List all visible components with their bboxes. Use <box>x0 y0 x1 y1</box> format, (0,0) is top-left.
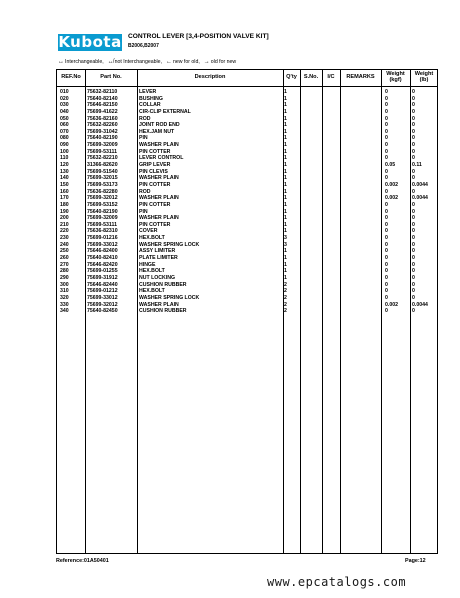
weight-kgf-cell: 0 <box>385 108 388 115</box>
description-cell: PIN COTTER <box>139 201 171 208</box>
ref-no-cell: 290 <box>60 274 69 281</box>
description-cell: GRIP LEVER <box>139 162 171 169</box>
quantity-cell: 3 <box>284 235 287 242</box>
ref-no-cell: 240 <box>60 241 69 248</box>
weight-lb-cell: 0 <box>412 201 415 208</box>
ref-no-cell: 160 <box>60 188 69 195</box>
ref-no-cell: 280 <box>60 268 69 275</box>
weight-lb-cell: 0 <box>412 274 415 281</box>
description-cell: WASHER PLAIN <box>139 175 179 182</box>
ref-no-cell: 050 <box>60 115 69 122</box>
weight-kgf-cell: 0 <box>385 89 388 95</box>
weight-kgf-cell: 0 <box>385 128 388 135</box>
weight-kgf-cell: 0 <box>385 208 388 215</box>
weight-kgf-cell: 0 <box>385 175 388 182</box>
weight-lb-cell: 0 <box>412 308 415 315</box>
ref-no-cell: 140 <box>60 175 69 182</box>
header-weight-lb <box>410 70 438 86</box>
weight-kgf-cell: 0 <box>385 135 388 142</box>
table-row <box>57 122 437 129</box>
weight-kgf-cell: 0 <box>385 228 388 235</box>
quantity-cell: 1 <box>284 108 287 115</box>
table-row <box>57 129 437 136</box>
table-body <box>57 89 437 315</box>
part-no-cell: 75632-82210 <box>87 155 118 162</box>
weight-lb-cell: 0 <box>412 148 415 155</box>
quantity-cell: 1 <box>284 102 287 109</box>
table-row <box>57 235 437 242</box>
description-cell: LEVER <box>139 89 157 95</box>
quantity-cell: 1 <box>284 188 287 195</box>
part-no-cell: 75699-32012 <box>87 301 118 308</box>
description-cell: WASHER PLAIN <box>139 195 179 202</box>
ref-no-cell: 320 <box>60 294 69 301</box>
part-no-cell: 75699-01212 <box>87 288 118 295</box>
quantity-cell: 1 <box>284 89 287 95</box>
part-no-cell: 75699-31912 <box>87 274 118 281</box>
double-arrow-icon: ↔ <box>58 59 64 65</box>
weight-lb-cell: 0 <box>412 294 415 301</box>
header-quantity: Q'ty <box>286 74 297 81</box>
table-row <box>57 182 437 189</box>
quantity-cell: 1 <box>284 148 287 155</box>
part-no-cell: 75636-82280 <box>87 188 118 195</box>
description-cell: PIN COTTER <box>139 221 171 228</box>
quantity-cell: 1 <box>284 115 287 122</box>
crossed-double-arrow-icon: ↮ <box>107 59 114 65</box>
weight-lb-cell: 0 <box>412 215 415 222</box>
description-cell: CIR-CLIP EXTERNAL <box>139 108 191 115</box>
table-row <box>57 169 437 176</box>
quantity-cell: 1 <box>284 215 287 222</box>
part-no-cell: 75699-53111 <box>87 221 118 228</box>
part-no-cell: 75699-53111 <box>87 148 118 155</box>
quantity-cell: 2 <box>284 288 287 295</box>
legend-item-not-interchangeable <box>108 59 162 65</box>
weight-lb-cell: 0.11 <box>412 162 422 169</box>
ref-no-cell: 130 <box>60 168 69 175</box>
legend-text: Interchangeable, <box>65 59 104 65</box>
page-number: Page:12 <box>405 558 426 564</box>
header-weight-unit: (kgf) <box>389 77 402 83</box>
header-ref-no: REF.No <box>61 74 81 81</box>
weight-kgf-cell: 0.05 <box>385 162 396 169</box>
ref-no-cell: 200 <box>60 215 69 222</box>
weight-kgf-cell: 0 <box>385 255 388 262</box>
watermark: www.epcatalogs.com <box>267 575 407 589</box>
ref-no-cell: 120 <box>60 162 69 169</box>
table-row <box>57 275 437 282</box>
part-no-cell: 75699-31042 <box>87 128 118 135</box>
table-row <box>57 242 437 249</box>
part-no-cell: 75699-01216 <box>87 235 118 242</box>
header-serial-no: S.No. <box>303 74 319 81</box>
weight-kgf-cell: 0.002 <box>385 195 398 202</box>
part-no-cell: 75699-53173 <box>87 181 118 188</box>
description-cell: PIN <box>139 208 148 215</box>
weight-kgf-cell: 0 <box>385 268 388 275</box>
description-cell: NUT LOCKING <box>139 274 176 281</box>
table-row <box>57 116 437 123</box>
table-row <box>57 222 437 229</box>
ref-no-cell: 180 <box>60 201 69 208</box>
description-cell: LEVER CONTROL <box>139 155 184 162</box>
weight-kgf-cell: 0 <box>385 102 388 109</box>
part-no-cell: 75632-82110 <box>87 89 118 95</box>
quantity-cell: 1 <box>284 228 287 235</box>
description-cell: WASHER SPRING LOCK <box>139 294 200 301</box>
parts-table <box>56 69 438 554</box>
table-row <box>57 162 437 169</box>
weight-kgf-cell: 0 <box>385 168 388 175</box>
weight-kgf-cell: 0 <box>385 188 388 195</box>
weight-kgf-cell: 0 <box>385 281 388 288</box>
part-no-cell: 75699-33012 <box>87 241 118 248</box>
weight-lb-cell: 0 <box>412 241 415 248</box>
legend-item-interchangeable <box>58 59 104 65</box>
description-cell: PIN COTTER <box>139 181 171 188</box>
table-row <box>57 268 437 275</box>
weight-lb-cell: 0 <box>412 108 415 115</box>
part-no-cell: 75632-82260 <box>87 122 118 129</box>
left-arrow-icon: ← <box>165 59 172 65</box>
table-row <box>57 248 437 255</box>
weight-lb-cell: 0 <box>412 228 415 235</box>
quantity-cell: 1 <box>284 175 287 182</box>
weight-kgf-cell: 0 <box>385 261 388 268</box>
description-cell: WASHER SPRING LOCK <box>139 241 200 248</box>
description-cell: HEX.BOLT <box>139 235 165 242</box>
ref-no-cell: 230 <box>60 235 69 242</box>
part-no-cell: 75699-41622 <box>87 108 118 115</box>
quantity-cell: 1 <box>284 201 287 208</box>
header-ic: I/C <box>327 74 335 81</box>
weight-kgf-cell: 0 <box>385 142 388 149</box>
ref-no-cell: 170 <box>60 195 69 202</box>
weight-lb-cell: 0 <box>412 128 415 135</box>
description-cell: ROD <box>139 115 151 122</box>
table-row <box>57 209 437 216</box>
description-cell: ROD <box>139 188 151 195</box>
table-row <box>57 202 437 209</box>
weight-kgf-cell: 0.002 <box>385 301 398 308</box>
table-row <box>57 288 437 295</box>
quantity-cell: 3 <box>284 241 287 248</box>
header-weight-label: Weight <box>414 71 434 78</box>
part-no-cell: 75640-82140 <box>87 95 118 102</box>
part-no-cell: 75699-32015 <box>87 175 118 182</box>
part-no-cell: 75640-82190 <box>87 208 118 215</box>
weight-lb-cell: 0 <box>412 221 415 228</box>
part-no-cell: 75699-51540 <box>87 168 118 175</box>
weight-lb-cell: 0 <box>412 175 415 182</box>
page-title: CONTROL LEVER [3,4-POSITION VALVE KIT] <box>128 33 269 40</box>
weight-kgf-cell: 0 <box>385 308 388 315</box>
quantity-cell: 1 <box>284 162 287 169</box>
weight-lb-cell: 0 <box>412 255 415 262</box>
quantity-cell: 1 <box>284 142 287 149</box>
weight-lb-cell: 0 <box>412 288 415 295</box>
ref-no-cell: 260 <box>60 255 69 262</box>
part-no-cell: 75636-82160 <box>87 115 118 122</box>
quantity-cell: 2 <box>284 308 287 315</box>
quantity-cell: 1 <box>284 248 287 255</box>
ref-no-cell: 330 <box>60 301 69 308</box>
header-remarks: REMARKS <box>346 74 375 81</box>
part-no-cell: 75646-82150 <box>87 102 118 109</box>
quantity-cell: 2 <box>284 294 287 301</box>
table-row <box>57 295 437 302</box>
weight-lb-cell: 0 <box>412 268 415 275</box>
interchangeability-legend <box>58 59 438 65</box>
quantity-cell: 2 <box>284 301 287 308</box>
weight-lb-cell: 0 <box>412 261 415 268</box>
description-cell: HINGE <box>139 261 156 268</box>
part-no-cell: 75640-82190 <box>87 135 118 142</box>
description-cell: PIN <box>139 135 148 142</box>
quantity-cell: 1 <box>284 261 287 268</box>
weight-lb-cell: 0 <box>412 142 415 149</box>
part-no-cell: 75646-82400 <box>87 248 118 255</box>
description-cell: BUSHING <box>139 95 163 102</box>
weight-lb-cell: 0 <box>412 135 415 142</box>
description-cell: WASHER PLAIN <box>139 301 179 308</box>
ref-no-cell: 020 <box>60 95 69 102</box>
header-part-no: Part No. <box>100 74 122 81</box>
ref-no-cell: 270 <box>60 261 69 268</box>
header-divider <box>57 86 437 87</box>
ref-no-cell: 110 <box>60 155 69 162</box>
weight-kgf-cell: 0 <box>385 95 388 102</box>
weight-lb-cell: 0 <box>412 89 415 95</box>
weight-kgf-cell: 0 <box>385 148 388 155</box>
weight-kgf-cell: 0 <box>385 155 388 162</box>
table-row <box>57 228 437 235</box>
weight-kgf-cell: 0 <box>385 201 388 208</box>
description-cell: HEX.BOLT <box>139 268 165 275</box>
description-cell: HEX.JAM NUT <box>139 128 175 135</box>
quantity-cell: 1 <box>284 128 287 135</box>
weight-lb-cell: 0 <box>412 188 415 195</box>
part-no-cell: 75646-82440 <box>87 281 118 288</box>
ref-no-cell: 030 <box>60 102 69 109</box>
ref-no-cell: 010 <box>60 89 69 95</box>
part-no-cell: 31366-82620 <box>87 162 118 169</box>
weight-lb-cell: 0 <box>412 168 415 175</box>
quantity-cell: 1 <box>284 255 287 262</box>
quantity-cell: 1 <box>284 122 287 129</box>
weight-lb-cell: 0 <box>412 248 415 255</box>
weight-lb-cell: 0.0044 <box>412 181 428 188</box>
table-row <box>57 96 437 103</box>
description-cell: PLATE LIMITER <box>139 255 178 262</box>
quantity-cell: 1 <box>284 95 287 102</box>
weight-kgf-cell: 0 <box>385 248 388 255</box>
ref-no-cell: 300 <box>60 281 69 288</box>
part-no-cell: 75699-32009 <box>87 142 118 149</box>
part-no-cell: 75699-32009 <box>87 215 118 222</box>
weight-kgf-cell: 0 <box>385 288 388 295</box>
description-cell: WASHER PLAIN <box>139 142 179 149</box>
quantity-cell: 1 <box>284 135 287 142</box>
table-row <box>57 282 437 289</box>
weight-kgf-cell: 0 <box>385 115 388 122</box>
table-row <box>57 142 437 149</box>
ref-no-cell: 100 <box>60 148 69 155</box>
ref-no-cell: 060 <box>60 122 69 129</box>
quantity-cell: 2 <box>284 281 287 288</box>
table-row <box>57 175 437 182</box>
part-no-cell: 75699-01255 <box>87 268 118 275</box>
weight-kgf-cell: 0 <box>385 215 388 222</box>
weight-lb-cell: 0 <box>412 155 415 162</box>
table-row <box>57 189 437 196</box>
weight-kgf-cell: 0 <box>385 274 388 281</box>
part-no-cell: 75699-32012 <box>87 195 118 202</box>
quantity-cell: 1 <box>284 168 287 175</box>
right-arrow-icon: → <box>203 59 210 65</box>
table-row <box>57 255 437 262</box>
legend-text: not Interchangeable, <box>114 59 162 65</box>
table-row <box>57 215 437 222</box>
table-row <box>57 155 437 162</box>
ref-no-cell: 190 <box>60 208 69 215</box>
header-weight-unit: (lb) <box>419 77 429 83</box>
weight-kgf-cell: 0 <box>385 122 388 129</box>
weight-lb-cell: 0 <box>412 102 415 109</box>
quantity-cell: 1 <box>284 208 287 215</box>
weight-kgf-cell: 0.002 <box>385 181 398 188</box>
part-no-cell: 75636-82310 <box>87 228 118 235</box>
quantity-cell: 1 <box>284 155 287 162</box>
table-row <box>57 109 437 116</box>
table-row <box>57 102 437 109</box>
weight-lb-cell: 0 <box>412 208 415 215</box>
header-weight-label: Weight <box>386 71 405 78</box>
part-no-cell: 75640-82450 <box>87 308 118 315</box>
ref-no-cell: 080 <box>60 135 69 142</box>
ref-no-cell: 040 <box>60 108 69 115</box>
ref-no-cell: 340 <box>60 308 69 315</box>
ref-no-cell: 210 <box>60 221 69 228</box>
header-weight-kgf <box>381 70 410 86</box>
ref-no-cell: 090 <box>60 142 69 149</box>
weight-kgf-cell: 0 <box>385 221 388 228</box>
table-row <box>57 135 437 142</box>
weight-lb-cell: 0 <box>412 115 415 122</box>
part-no-cell: 75699-53152 <box>87 201 118 208</box>
description-cell: COLLAR <box>139 102 161 109</box>
weight-lb-cell: 0.0044 <box>412 195 428 202</box>
quantity-cell: 1 <box>284 274 287 281</box>
table-row <box>57 262 437 269</box>
description-cell: CUSHION RUBBER <box>139 281 187 288</box>
legend-text: new for old, <box>172 59 200 65</box>
model-list: B2006,B2007 <box>128 43 159 49</box>
weight-lb-cell: 0 <box>412 235 415 242</box>
legend-item-new-for-old <box>166 59 200 65</box>
weight-lb-cell: 0 <box>412 122 415 129</box>
table-row <box>57 195 437 202</box>
quantity-cell: 1 <box>284 195 287 202</box>
description-cell: WASHER PLAIN <box>139 215 179 222</box>
quantity-cell: 1 <box>284 181 287 188</box>
ref-no-cell: 150 <box>60 181 69 188</box>
kubota-logo: Kubota <box>58 33 122 51</box>
description-cell: CUSHION RUBBER <box>139 308 187 315</box>
weight-kgf-cell: 0 <box>385 241 388 248</box>
table-row <box>57 302 437 309</box>
description-cell: HEX.BOLT <box>139 288 165 295</box>
weight-kgf-cell: 0 <box>385 294 388 301</box>
description-cell: ASSY LIMITER <box>139 248 176 255</box>
ref-no-cell: 220 <box>60 228 69 235</box>
part-no-cell: 75640-82410 <box>87 255 118 262</box>
ref-no-cell: 310 <box>60 288 69 295</box>
weight-lb-cell: 0 <box>412 95 415 102</box>
weight-kgf-cell: 0 <box>385 235 388 242</box>
weight-lb-cell: 0.0044 <box>412 301 428 308</box>
header-description: Description <box>194 74 226 81</box>
weight-lb-cell: 0 <box>412 281 415 288</box>
description-cell: PIN COTTER <box>139 148 171 155</box>
table-row <box>57 89 437 96</box>
reference-number: Reference:01A50401 <box>56 558 109 564</box>
part-no-cell: 75699-33012 <box>87 294 118 301</box>
ref-no-cell: 070 <box>60 128 69 135</box>
quantity-cell: 1 <box>284 268 287 275</box>
table-row <box>57 149 437 156</box>
table-row <box>57 308 437 315</box>
description-cell: JOINT ROD END <box>139 122 180 129</box>
description-cell: PIN CLEVIS <box>139 168 168 175</box>
legend-text: old for new <box>210 59 237 65</box>
quantity-cell: 1 <box>284 221 287 228</box>
part-no-cell: 75646-82420 <box>87 261 118 268</box>
description-cell: COVER <box>139 228 158 235</box>
legend-item-old-for-new <box>204 59 236 65</box>
ref-no-cell: 250 <box>60 248 69 255</box>
